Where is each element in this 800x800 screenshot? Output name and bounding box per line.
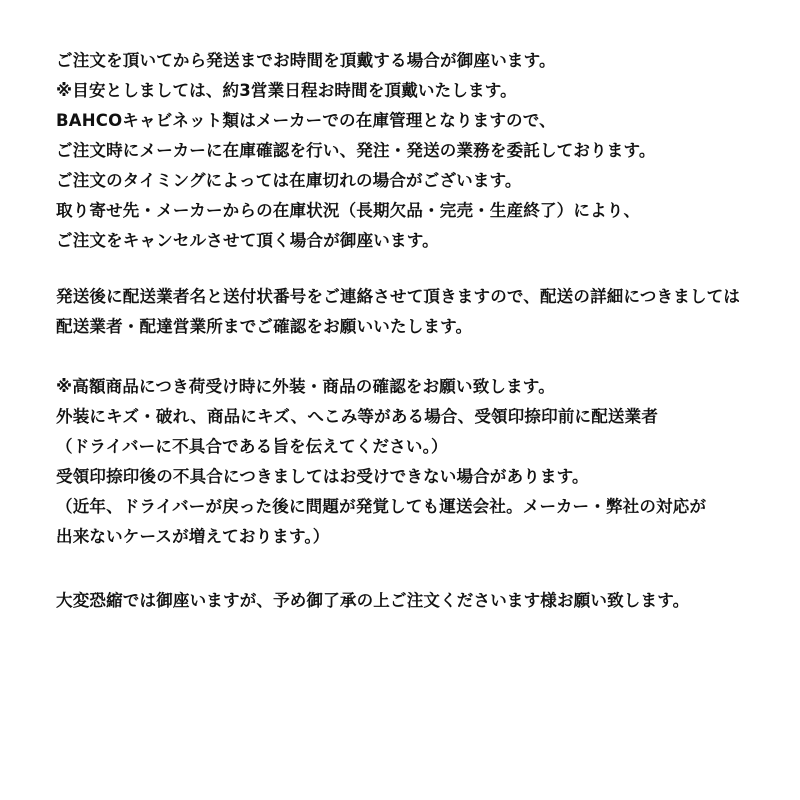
closing-notice-block: [56, 586, 760, 616]
text-line: 発送後に配送業者名と送付状番号をご連絡させて頂きますので、配送の詳細につきましては: [56, 287, 741, 306]
text-line: 大変恐縮では御座いますが、予め御了承の上ご注文くださいます様お願い致します。: [56, 591, 690, 610]
text-line: 取り寄せ先・メーカーからの在庫状況（長期欠品・完売・生産終了）により、: [56, 201, 641, 220]
text-line: ご注文のタイミングによっては在庫切れの場合がございます。: [56, 171, 522, 190]
text-line: ご注文時にメーカーに在庫確認を行い、発注・発送の業務を委託しております。: [56, 141, 656, 160]
text-line: （ドライバーに不具合である旨を伝えてください。）: [56, 437, 448, 456]
text-line: ご注文を頂いてから発送までお時間を頂戴する場合が御座います。: [56, 51, 556, 70]
inspection-notice-block: [56, 372, 760, 552]
text-line: ※目安としましては、約3営業日程お時間を頂戴いたします。: [56, 81, 517, 100]
shipping-notice-block: [56, 46, 760, 256]
text-line: BAHCOキャビネット類はメーカーでの在庫管理となりますので、: [56, 111, 556, 130]
tracking-notice-block: [56, 282, 760, 342]
text-line: （近年、ドライバーが戻った後に問題が発覚しても運送会社。メーカー・弊社の対応が: [56, 497, 707, 516]
text-line: ご注文をキャンセルさせて頂く場合が御座います。: [56, 231, 439, 250]
text-line: 受領印捺印後の不具合につきましてはお受けできない場合があります。: [56, 467, 589, 486]
text-line: 外装にキズ・破れ、商品にキズ、へこみ等がある場合、受領印捺印前に配送業者: [56, 407, 659, 426]
text-line: ※高額商品につき荷受け時に外装・商品の確認をお願い致します。: [56, 377, 555, 396]
text-line: 出来ないケースが増えております。）: [56, 527, 330, 546]
text-line: 配送業者・配達営業所までご確認をお願いいたします。: [56, 317, 473, 336]
